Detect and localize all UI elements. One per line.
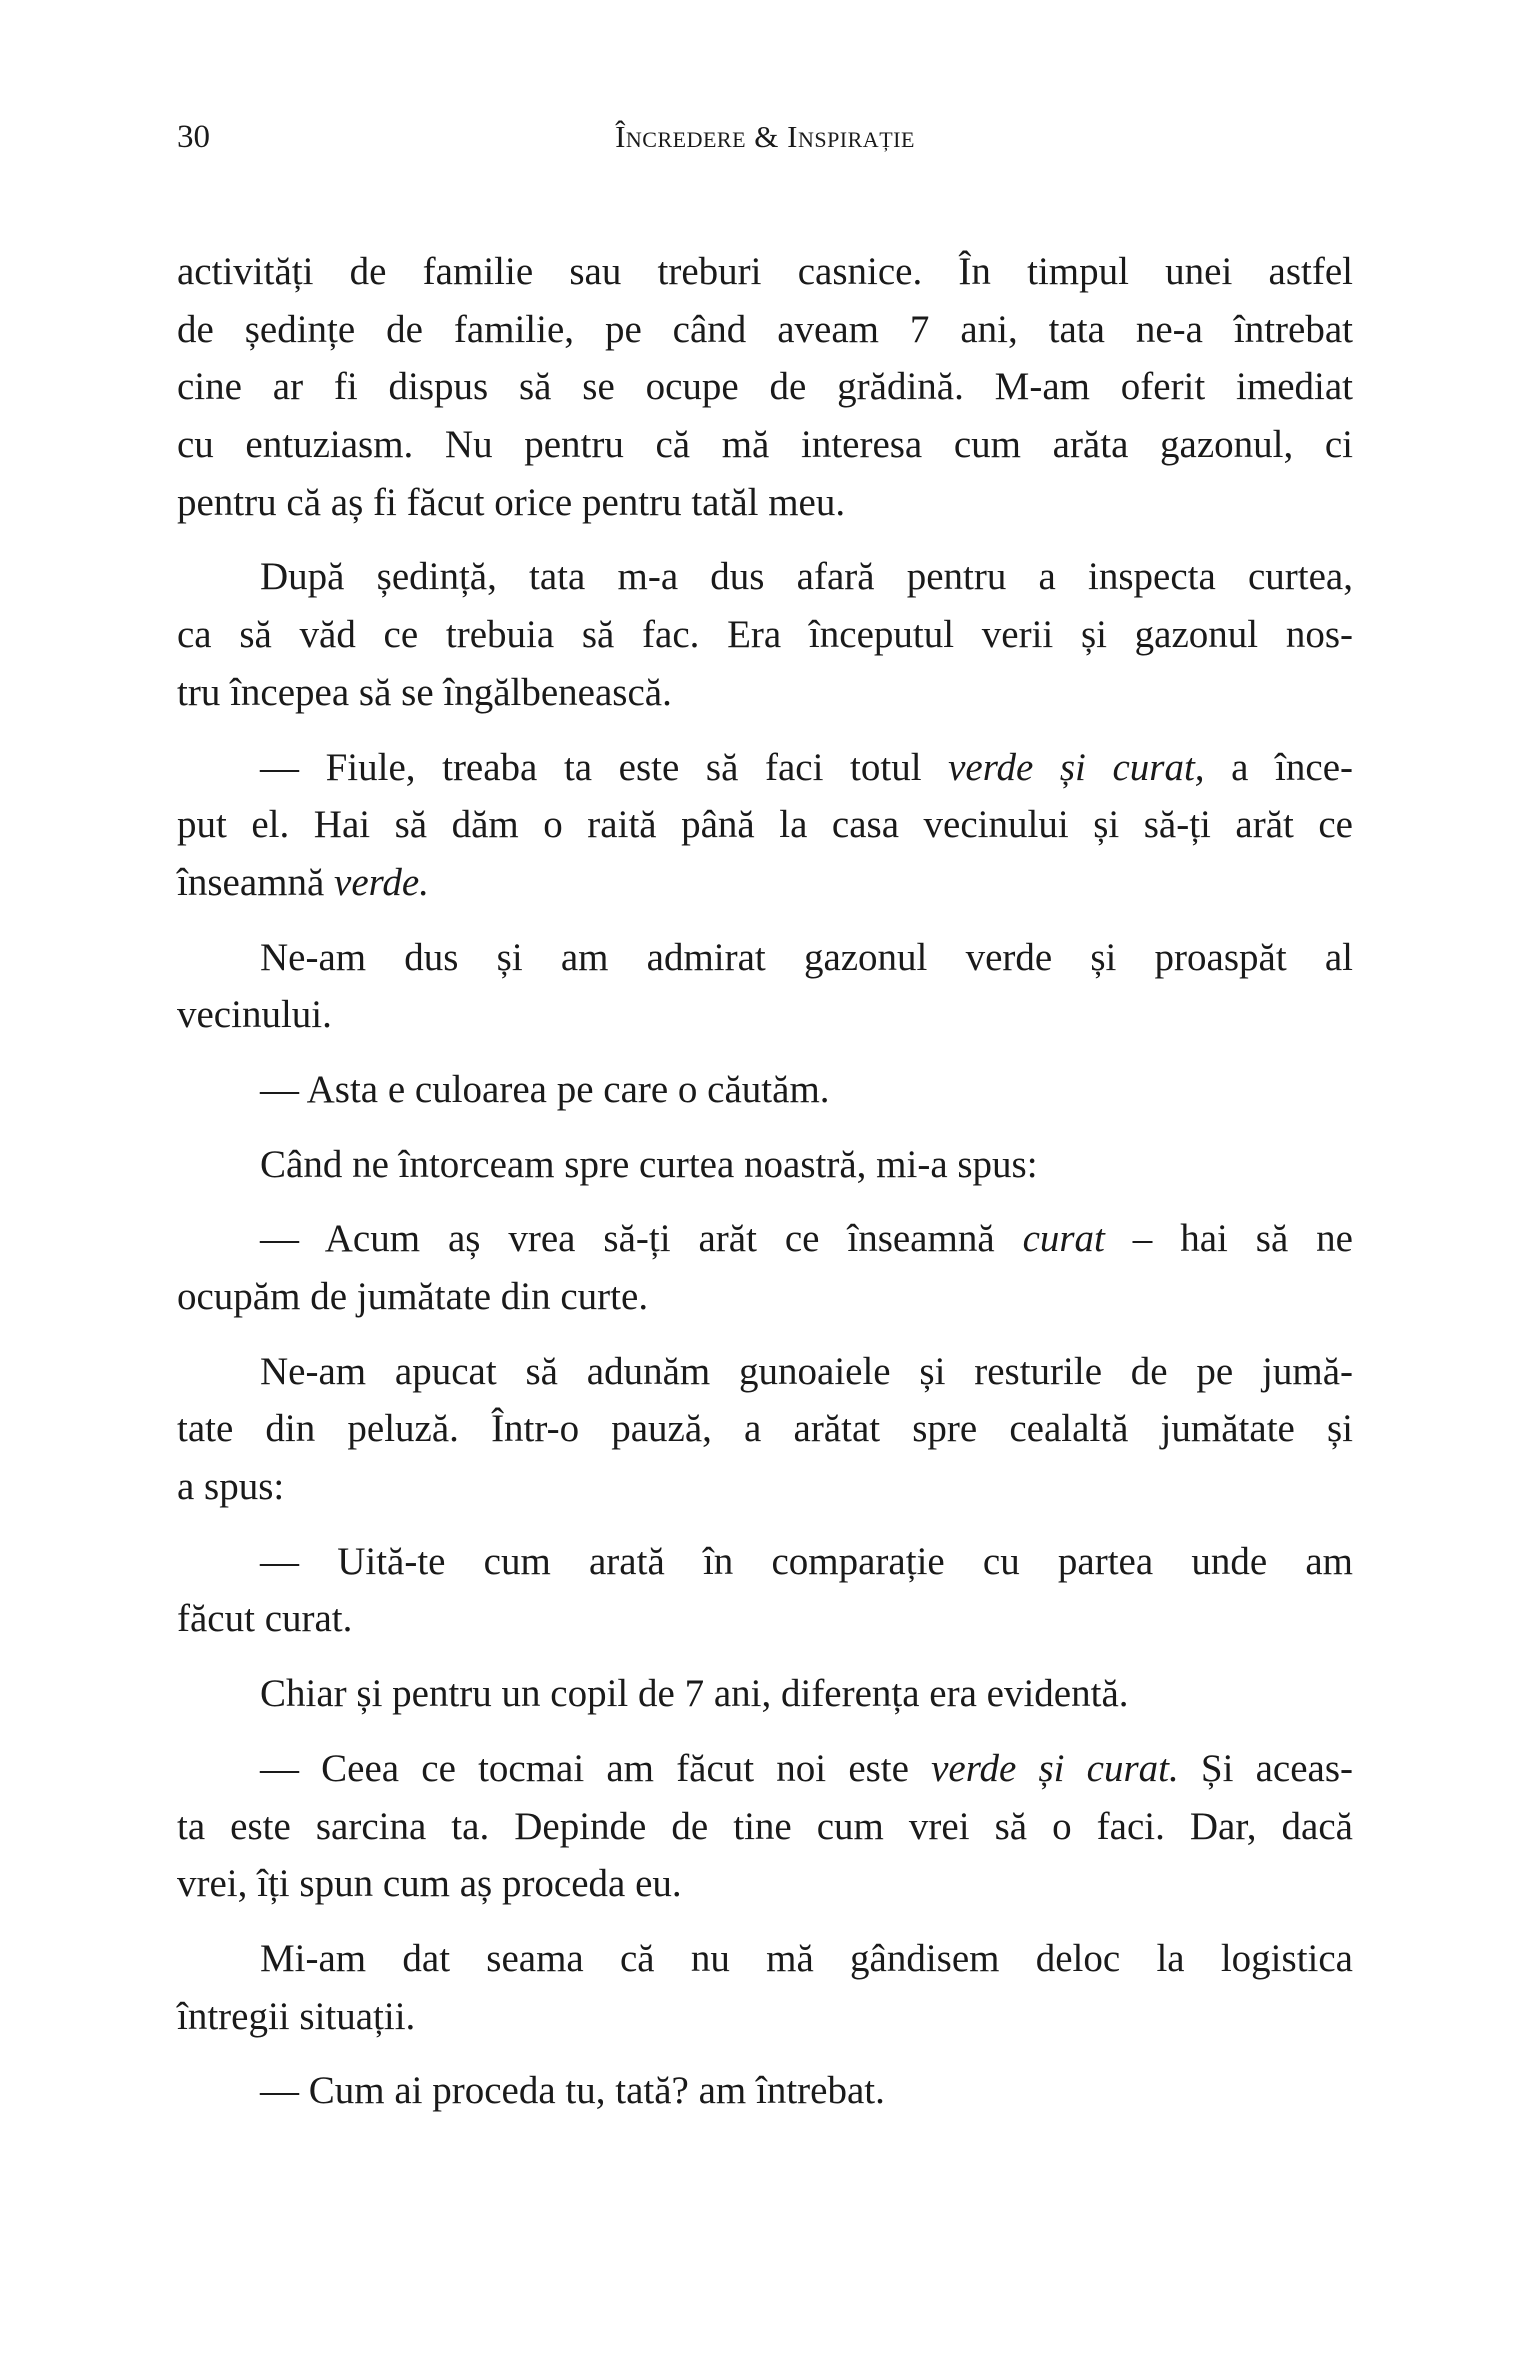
body-text <box>177 243 1353 2137</box>
text-line <box>177 1988 1353 2046</box>
text-line <box>177 1740 1353 1798</box>
text-line <box>177 416 1353 474</box>
italic-text: verde și curat. <box>931 1746 1179 1790</box>
text-line <box>177 1930 1353 1988</box>
text-segment: cine ar fi dispus să se ocupe de grădină. M-am oferit imediat <box>177 365 1353 409</box>
text-segment: — Acum aș vrea să-ți arăt ce înseamnă <box>260 1217 1023 1261</box>
text-segment: înseamnă <box>177 860 335 904</box>
text-line <box>177 1855 1353 1913</box>
text-segment: vecinului. <box>177 993 332 1037</box>
text-line <box>177 358 1353 416</box>
page-number: 30 <box>177 119 210 155</box>
paragraph <box>177 1210 1353 1325</box>
text-line <box>177 1268 1353 1326</box>
text-line <box>177 854 1353 912</box>
text-segment: – hai să ne <box>1104 1217 1353 1261</box>
text-segment: întregii situații. <box>177 1994 416 2038</box>
text-line <box>177 606 1353 664</box>
text-line <box>177 474 1353 532</box>
text-line <box>177 986 1353 1044</box>
text-segment: Și aceas- <box>1178 1746 1353 1790</box>
paragraph <box>177 1136 1353 1194</box>
text-line <box>177 1590 1353 1648</box>
paragraph <box>177 2062 1353 2120</box>
text-line <box>177 548 1353 606</box>
text-segment: După ședință, tata m-a dus afară pentru a inspecta curtea, <box>260 555 1353 599</box>
paragraph <box>177 1930 1353 2045</box>
text-segment: — Ceea ce tocmai am făcut noi este <box>260 1746 932 1790</box>
text-segment: a înce- <box>1204 745 1353 789</box>
running-title: Încredere & Inspirație <box>615 119 915 154</box>
text-line <box>177 796 1353 854</box>
text-line <box>177 2062 1353 2120</box>
text-segment: ocupăm de jumătate din curte. <box>177 1275 649 1318</box>
text-line <box>177 1458 1353 1516</box>
paragraph <box>177 1343 1353 1516</box>
text-segment: Ne-am apucat să adunăm gunoaiele și resturile de pe jumă- <box>260 1349 1353 1393</box>
paragraph <box>177 739 1353 912</box>
text-segment: Mi-am dat seama că nu mă gândisem deloc la logistica <box>260 1936 1353 1980</box>
text-segment: activități de familie sau treburi casnice. În timpul unei astfel <box>177 250 1353 293</box>
text-segment: făcut curat. <box>177 1597 353 1641</box>
text-segment: — Cum ai proceda tu, tată? am întrebat. <box>260 2069 885 2113</box>
text-segment: cu entuziasm. Nu pentru că mă interesa cum arăta gazonul, ci <box>177 423 1353 467</box>
paragraph <box>177 1665 1353 1723</box>
text-segment: — Fiule, treaba ta este să faci totul <box>260 745 949 789</box>
text-segment: pentru că aș fi făcut orice pentru tatăl meu. <box>177 480 846 524</box>
text-segment: de ședințe de familie, pe când aveam 7 ani, tata ne-a întrebat <box>177 307 1353 351</box>
paragraph <box>177 243 1353 531</box>
text-segment: Ne-am dus și am admirat gazonul verde și proaspăt al <box>260 935 1353 979</box>
text-line <box>177 301 1353 359</box>
text-segment: ta este sarcina ta. Depinde de tine cum vrei să o faci. Dar, dacă <box>177 1804 1353 1848</box>
text-line <box>177 243 1353 301</box>
text-line <box>177 1136 1353 1194</box>
text-segment: tate din peluză. Într-o pauză, a arătat spre cealaltă jumătate și <box>177 1407 1353 1451</box>
text-line <box>177 1665 1353 1723</box>
text-segment: a spus: <box>177 1465 285 1509</box>
text-segment: put el. Hai să dăm o raită până la casa vecinului și să-ți arăt ce <box>177 803 1353 847</box>
paragraph <box>177 548 1353 721</box>
italic-text: curat <box>1022 1217 1105 1261</box>
text-segment: vrei, îți spun cum aș proceda eu. <box>177 1862 682 1906</box>
italic-text: verde. <box>334 860 429 904</box>
text-line <box>177 1400 1353 1458</box>
text-line <box>177 664 1353 722</box>
text-segment: — Asta e culoarea pe care o căutăm. <box>260 1067 830 1111</box>
paragraph <box>177 1533 1353 1648</box>
text-line <box>177 1061 1353 1119</box>
text-line <box>177 1210 1353 1268</box>
text-line <box>177 1343 1353 1401</box>
text-segment: — Uită-te cum arată în comparație cu partea unde am <box>260 1539 1353 1583</box>
running-header <box>177 112 1353 162</box>
text-line <box>177 1798 1353 1856</box>
text-segment: ca să văd ce trebuia să fac. Era începutul verii și gazonul nos- <box>177 613 1353 657</box>
text-segment: tru începea să se îngălbenească. <box>177 670 672 714</box>
text-line <box>177 1533 1353 1591</box>
paragraph <box>177 1061 1353 1119</box>
text-line <box>177 739 1353 797</box>
text-segment: Chiar și pentru un copil de 7 ani, diferența era evidentă. <box>260 1672 1129 1716</box>
italic-text: verde și curat, <box>948 745 1205 789</box>
paragraph <box>177 1740 1353 1913</box>
paragraph <box>177 929 1353 1044</box>
text-line <box>177 929 1353 987</box>
text-segment: Când ne întorceam spre curtea noastră, mi-a spus: <box>260 1142 1038 1186</box>
